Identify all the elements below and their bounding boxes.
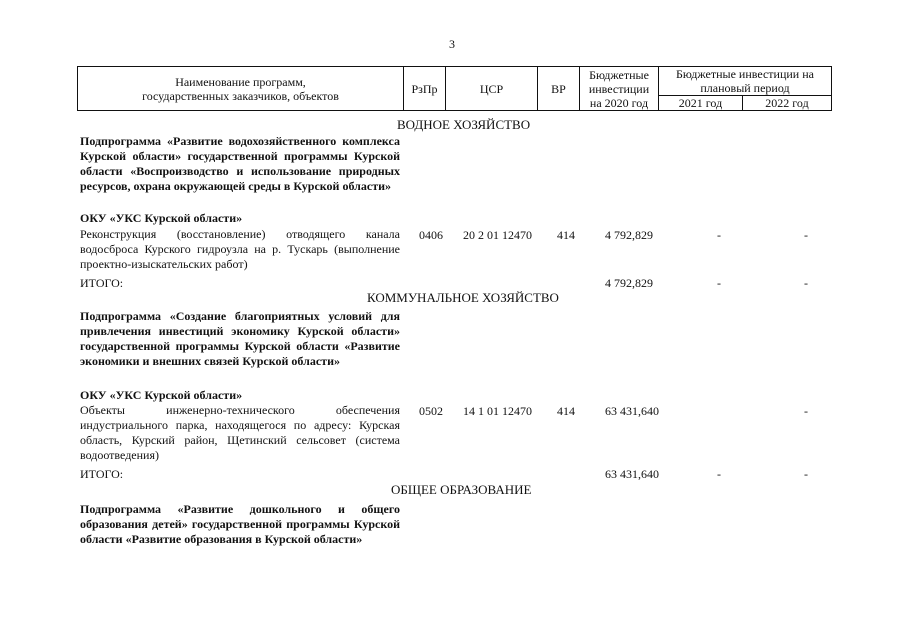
customer-label: ОКУ «УКС Курской области» [80, 388, 243, 402]
amount-2020: 4 792,829 [605, 228, 653, 242]
header-planned-line2: плановый период [700, 81, 790, 95]
header-budget-line2: инвестиции [588, 81, 650, 96]
rzpr-code: 0502 [419, 404, 443, 418]
vr-code: 414 [557, 404, 575, 418]
total-label: ИТОГО: [80, 276, 124, 290]
header-budget-2020 [580, 67, 659, 111]
customer-label: ОКУ «УКС Курской области» [80, 211, 243, 225]
header-budget-line3: на 2020 год [589, 95, 649, 110]
subprogram-text: Подпрограмма «Развитие дошкольного и общего образования детей» государственной программы Курской области «Развитие образования в Курской области» [80, 502, 400, 546]
total-2020: 4 792,829 [605, 276, 653, 290]
header-budget-line1: Бюджетные [589, 67, 649, 82]
total-2022: - [804, 467, 808, 481]
object-description: Реконструкция (восстановление) отводящего канала водосброса Курского гидроузла на р. Тускарь (выполнение проектно-изыскательских работ) [80, 227, 400, 271]
header-rzpr: РзПр [404, 67, 446, 111]
header-csr: ЦСР [446, 67, 538, 111]
vr-code: 414 [557, 228, 575, 242]
total-2021: - [717, 467, 721, 481]
header-year-2022: 2022 год [743, 96, 832, 111]
total-label: ИТОГО: [80, 467, 124, 481]
header-year-2021: 2021 год [659, 96, 743, 111]
total-2021: - [717, 276, 721, 290]
section-title: ОБЩЕЕ ОБРАЗОВАНИЕ [391, 482, 532, 497]
object-description: Объекты инженерно-технического обеспечения индустриального парка, находящегося по адресу: Курская область, Курский район, Щетинский сельсовет (система водоотведения) [80, 403, 400, 462]
amount-2021: - [717, 228, 721, 242]
subprogram-text: Подпрограмма «Развитие водохозяйственного комплекса Курской области» государственной программы Курской области «Воспроизводство и использование природных ресурсов, охрана окружающей среды в Курской области» [80, 134, 400, 193]
csr-code: 14 1 01 12470 [463, 404, 532, 418]
page-number: 3 [449, 37, 455, 51]
section-title: КОММУНАЛЬНОЕ ХОЗЯЙСТВО [367, 290, 559, 305]
header-planned [659, 67, 832, 96]
section-title: ВОДНОЕ ХОЗЯЙСТВО [397, 117, 531, 132]
column-header-table [77, 66, 832, 111]
header-name [78, 67, 404, 111]
header-name-text: Наименование программ, государственных заказчиков, объектов [142, 74, 339, 103]
total-2020: 63 431,640 [605, 467, 659, 481]
total-2022: - [804, 276, 808, 290]
header-planned-line1: Бюджетные инвестиции на [676, 67, 814, 81]
amount-2020: 63 431,640 [605, 404, 659, 418]
header-vr: ВР [538, 67, 580, 111]
rzpr-code: 0406 [419, 228, 443, 242]
csr-code: 20 2 01 12470 [463, 228, 532, 242]
amount-2022: - [804, 404, 808, 418]
amount-2022: - [804, 228, 808, 242]
subprogram-text: Подпрограмма «Создание благоприятных условий для привлечения инвестиций экономику Курской области» государственной программы Курской области «Развитие экономики и внешних связей Курской области» [80, 309, 400, 368]
